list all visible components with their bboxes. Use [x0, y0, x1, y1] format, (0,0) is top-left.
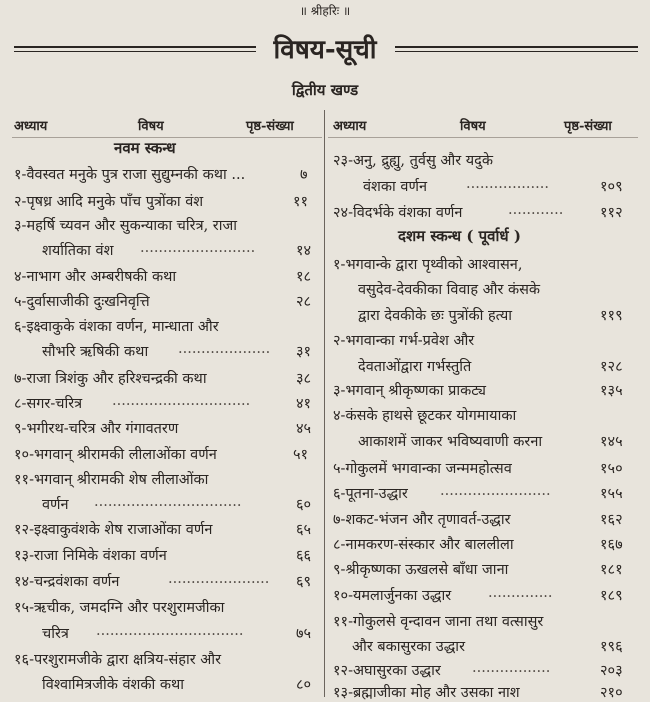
page-number: ५१ [293, 447, 309, 463]
page-number: १५० [600, 461, 623, 477]
page-number: १२८ [600, 359, 623, 375]
page-number: १८ [296, 269, 312, 285]
page-number: ११२ [600, 205, 623, 221]
page-number: ८० [296, 677, 312, 693]
page-number: ६० [296, 497, 312, 513]
page-number: १०९ [600, 179, 623, 195]
page-number: २०३ [600, 663, 623, 679]
page-number: १४५ [600, 434, 623, 450]
left-col-adhyay: अध्याय [14, 119, 48, 134]
page-number: २१० [600, 685, 623, 701]
page-number: २८ [296, 294, 312, 310]
page-number: १३५ [600, 383, 623, 399]
page-number: १४ [296, 243, 312, 259]
left-section-heading: नवम स्कन्ध [114, 139, 176, 157]
invocation: ॥ श्रीहरिः ॥ [299, 4, 351, 18]
right-header-underline [328, 137, 638, 138]
page-number: १६२ [600, 512, 623, 528]
right-col-vishay: विषय [460, 119, 486, 134]
page-number: ६९ [296, 574, 312, 590]
page-title: विषय-सूची [273, 35, 377, 65]
column-divider [324, 110, 325, 697]
page-number: ११ [293, 194, 309, 210]
page-number: ७ [300, 167, 308, 183]
page-number: ६६ [296, 548, 312, 564]
page-number: ४५ [296, 421, 312, 437]
page-number: १८१ [600, 562, 623, 578]
right-col-prishtha: पृष्ठ-संख्या [564, 119, 612, 134]
left-col-vishay: विषय [138, 119, 164, 134]
left-col-prishtha: पृष्ठ-संख्या [246, 119, 294, 134]
right-col-adhyay: अध्याय [333, 119, 367, 134]
right-section-heading: दशम स्कन्ध ( पूर्वार्ध ) [398, 227, 521, 245]
page-number: ३१ [296, 344, 312, 360]
page-number: ६५ [296, 522, 312, 538]
page-number: १६७ [600, 537, 623, 553]
page-number: १५५ [600, 486, 623, 502]
page-subtitle: द्वितीय खण्ड [291, 81, 359, 99]
page-number: ११९ [600, 308, 623, 324]
page-number: १८९ [600, 588, 623, 604]
page-number: ३८ [296, 371, 312, 387]
page-number: ४१ [296, 396, 312, 412]
page-number: ७५ [296, 626, 312, 642]
page-number: १९६ [600, 639, 623, 655]
